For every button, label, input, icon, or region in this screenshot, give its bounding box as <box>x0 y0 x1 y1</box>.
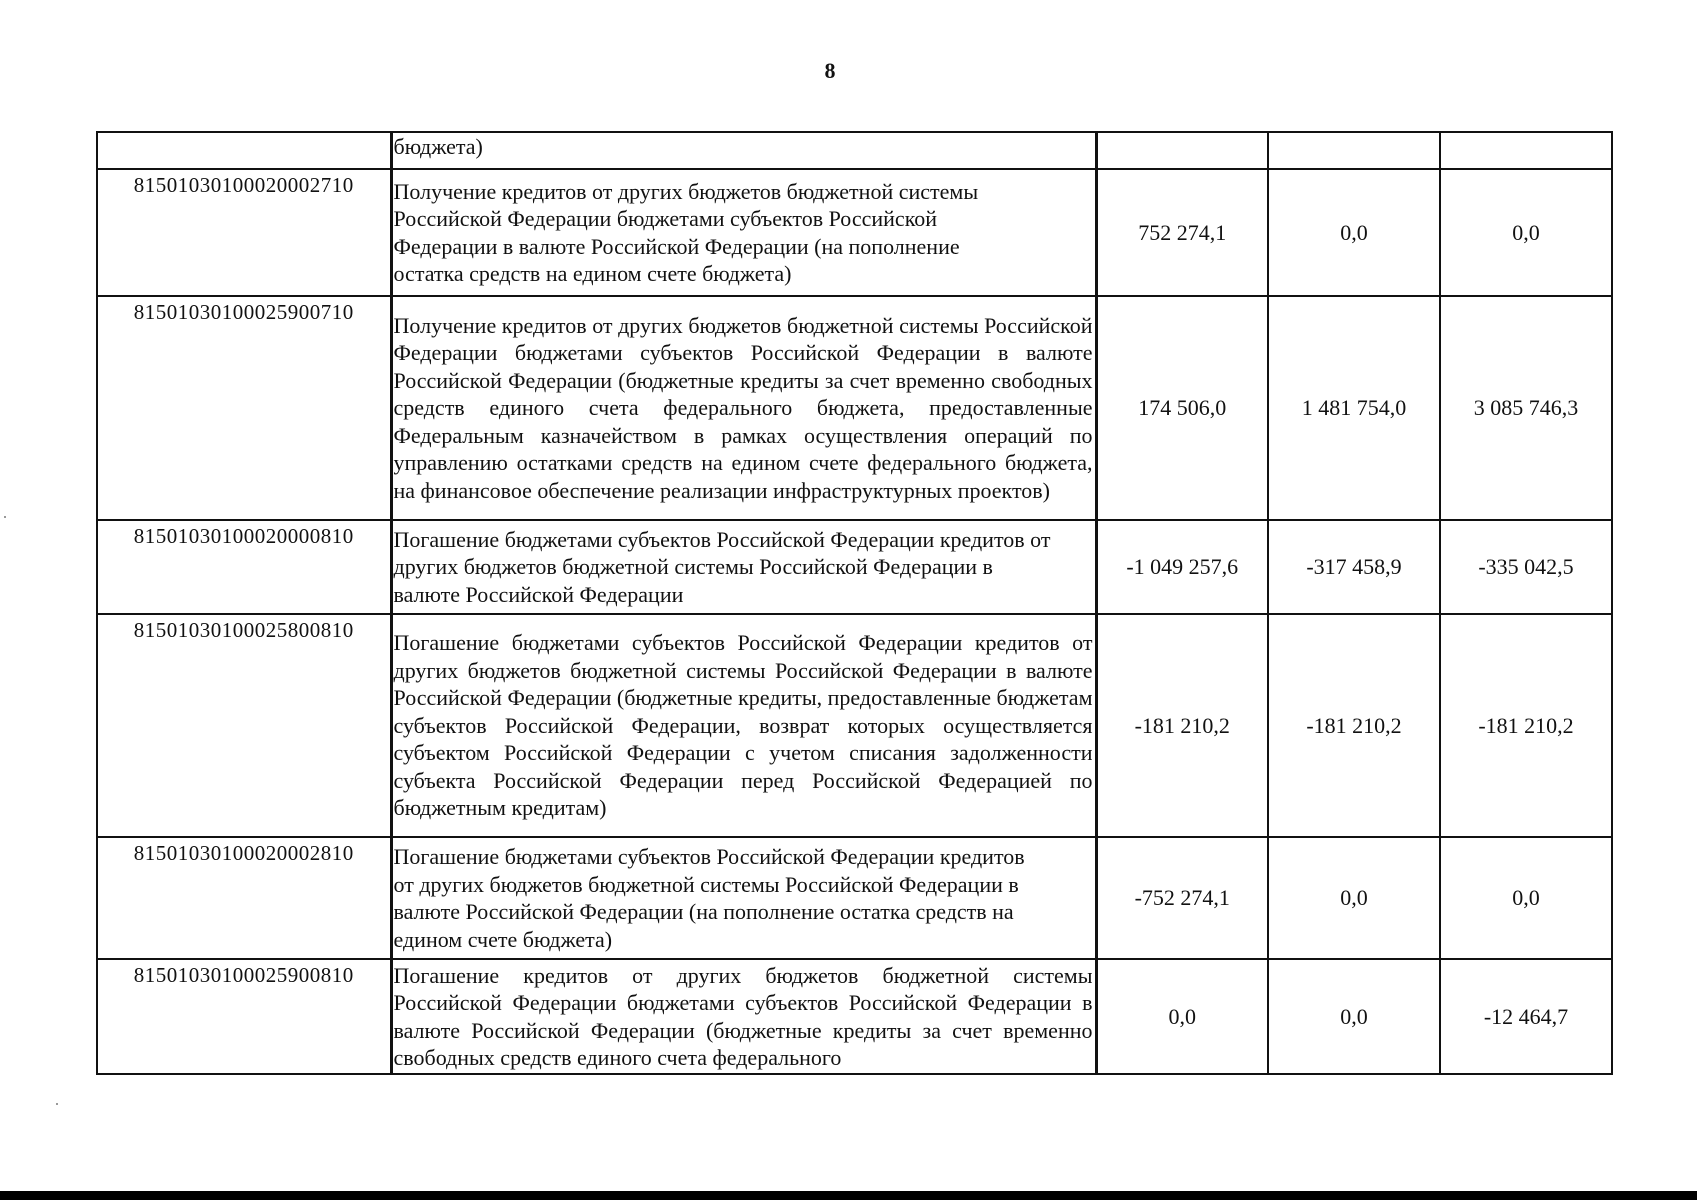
row-code: 81501030100020002810 <box>97 837 391 959</box>
budget-table <box>96 131 1613 1075</box>
row-code <box>97 132 391 169</box>
row-description: Получение кредитов от других бюджетов бюджетной системы Российской Федерации бюджетами субъектов Российской Федерации в валюте Российской Федерации (бюджетные кредиты за счет временно свободных средств единого счета федерального бюджета, предоставленные Федеральным казначейством в рамках осуществления операций по управлению остатками средств на едином счете федерального бюджета, на финансовое обеспечение реализации инфраструктурных проектов) <box>391 296 1096 520</box>
table-row <box>97 169 1612 296</box>
table-row <box>97 959 1612 1074</box>
scan-speck <box>56 1103 58 1105</box>
row-value-3: -181 210,2 <box>1440 614 1612 837</box>
row-value-3: -335 042,5 <box>1440 520 1612 614</box>
row-value-2: -181 210,2 <box>1268 614 1440 837</box>
row-description: бюджета) <box>391 132 1096 169</box>
row-value-2: -317 458,9 <box>1268 520 1440 614</box>
table-row <box>97 837 1612 959</box>
row-description: Погашение бюджетами субъектов Российской Федерации кредитов от других бюджетов бюджетной системы Российской Федерации в валюте Российской Федерации (бюджетные кредиты, предоставленные бюджетам субъектов Российской Федерации, возврат которых осуществляется субъектом Российской Федерации с учетом списания задолженности субъекта Российской Федерации перед Российской Федерацией по бюджетным кредитам) <box>391 614 1096 837</box>
row-description: Погашение бюджетами субъектов Российской Федерации кредитов от других бюджетов бюджетной системы Российской Федерации в валюте Российской Федерации (на пополнение остатка средств на едином счете бюджета) <box>391 837 1096 959</box>
row-code: 81501030100020002710 <box>97 169 391 296</box>
row-value-1: 174 506,0 <box>1096 296 1268 520</box>
row-value-1: 752 274,1 <box>1096 169 1268 296</box>
table-row <box>97 520 1612 614</box>
row-value-2 <box>1268 132 1440 169</box>
row-value-2: 0,0 <box>1268 959 1440 1074</box>
row-description: Погашение бюджетами субъектов Российской Федерации кредитов от других бюджетов бюджетной системы Российской Федерации в валюте Российской Федерации <box>391 520 1096 614</box>
page-number: 8 <box>824 58 836 83</box>
row-value-3: 0,0 <box>1440 169 1612 296</box>
row-value-1 <box>1096 132 1268 169</box>
row-value-3: 0,0 <box>1440 837 1612 959</box>
row-value-1: -1 049 257,6 <box>1096 520 1268 614</box>
row-value-1: 0,0 <box>1096 959 1268 1074</box>
table-row <box>97 296 1612 520</box>
row-code: 81501030100025800810 <box>97 614 391 837</box>
scan-edge-bar <box>0 1191 1697 1200</box>
row-value-3: 3 085 746,3 <box>1440 296 1612 520</box>
row-value-3 <box>1440 132 1612 169</box>
row-value-3: -12 464,7 <box>1440 959 1612 1074</box>
table-row <box>97 132 1612 169</box>
row-value-1: -752 274,1 <box>1096 837 1268 959</box>
row-value-2: 1 481 754,0 <box>1268 296 1440 520</box>
row-code: 81501030100025900810 <box>97 959 391 1074</box>
row-code: 81501030100025900710 <box>97 296 391 520</box>
scan-speck <box>4 516 6 518</box>
row-description: Получение кредитов от других бюджетов бюджетной системы Российской Федерации бюджетами субъектов Российской Федерации в валюте Российской Федерации (на пополнение остатка средств на едином счете бюджета) <box>391 169 1096 296</box>
row-value-1: -181 210,2 <box>1096 614 1268 837</box>
row-description: Погашение кредитов от других бюджетов бюджетной системы Российской Федерации бюджетами субъектов Российской Федерации в валюте Российской Федерации (бюджетные кредиты за счет временно свободных средств единого счета федерального <box>391 959 1096 1074</box>
table-row <box>97 614 1612 837</box>
row-value-2: 0,0 <box>1268 837 1440 959</box>
row-value-2: 0,0 <box>1268 169 1440 296</box>
row-code: 81501030100020000810 <box>97 520 391 614</box>
